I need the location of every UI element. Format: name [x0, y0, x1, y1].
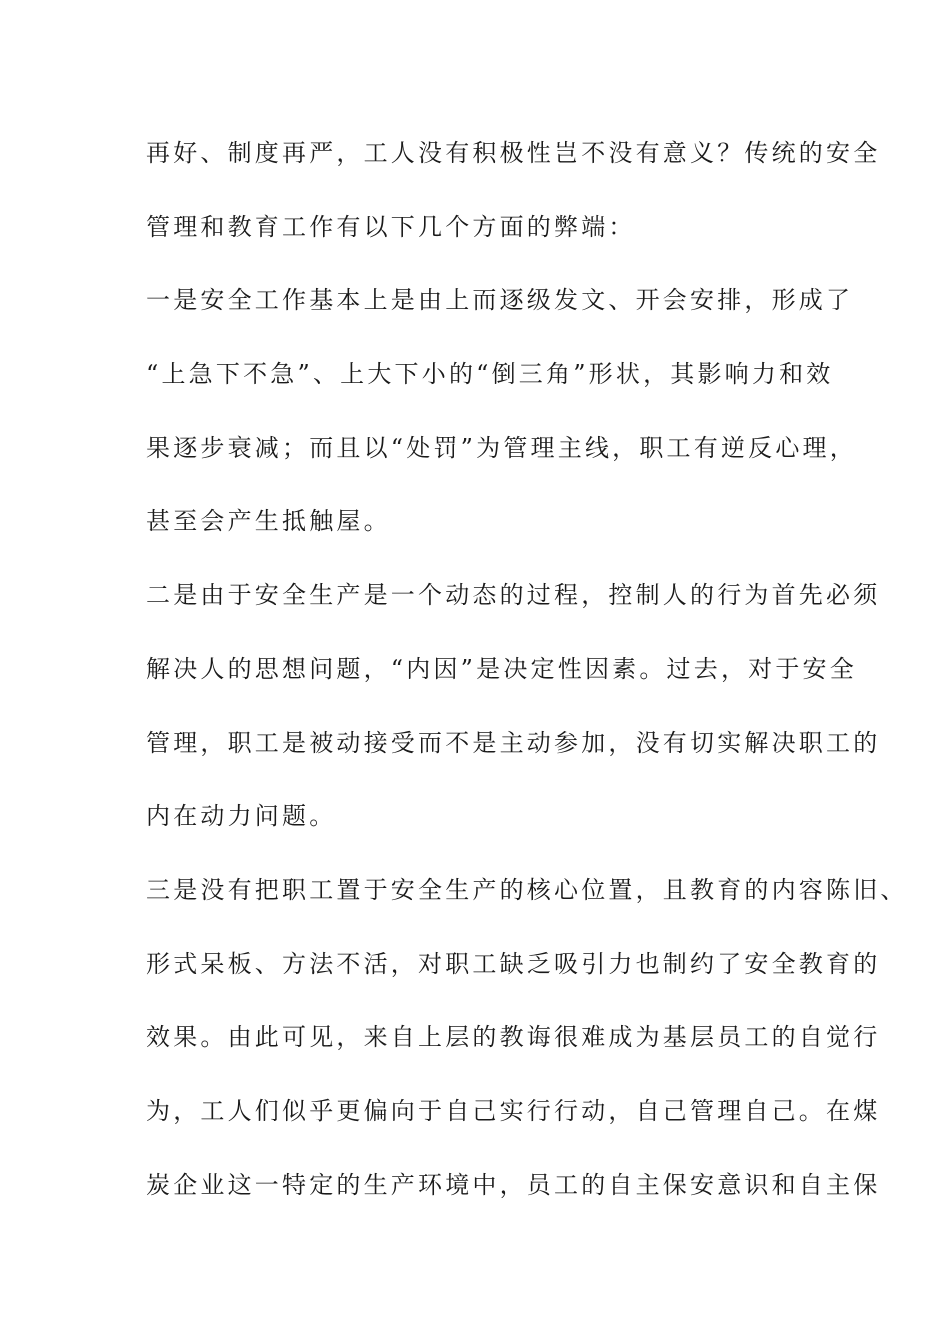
text-line: 管理和教育工作有以下几个方面的弊端：: [146, 212, 636, 241]
body-text: [146, 132, 908, 1237]
text-line: 三是没有把职工置于安全生产的核心位置，且教育的内容陈旧、: [146, 875, 908, 904]
text-line: “上急下不急”、上大下小的“倒三角”形状，其影响力和效: [146, 360, 834, 389]
text-line: 管理，职工是被动接受而不是主动参加，没有切实解决职工的: [146, 728, 881, 757]
text-line: 为，工人们似乎更偏向于自己实行行动，自己管理自己。在煤: [146, 1096, 881, 1125]
text-line: 效果。由此可见，来自上层的教诲很难成为基层员工的自觉行: [146, 1023, 881, 1052]
text-line: 内在动力问题。: [146, 802, 337, 831]
text-line: 解决人的思想问题，“内因”是决定性因素。过去，对于安全: [146, 654, 857, 683]
text-line: 二是由于安全生产是一个动态的过程，控制人的行为首先必须: [146, 581, 881, 610]
text-line: 形式呆板、方法不活，对职工缺乏吸引力也制约了安全教育的: [146, 949, 881, 978]
text-line: 再好、制度再严，工人没有积极性岂不没有意义？传统的安全: [146, 139, 881, 167]
text-line: 甚至会产生抵触屋。: [146, 507, 391, 536]
text-line: 炭企业这一特定的生产环境中，员工的自主保安意识和自主保: [146, 1170, 881, 1199]
text-line: 果逐步衰减；而且以“处罚”为管理主线，职工有逆反心理，: [146, 433, 857, 462]
text-line: 一是安全工作基本上是由上而逐级发文、开会安排，形成了: [146, 286, 854, 315]
